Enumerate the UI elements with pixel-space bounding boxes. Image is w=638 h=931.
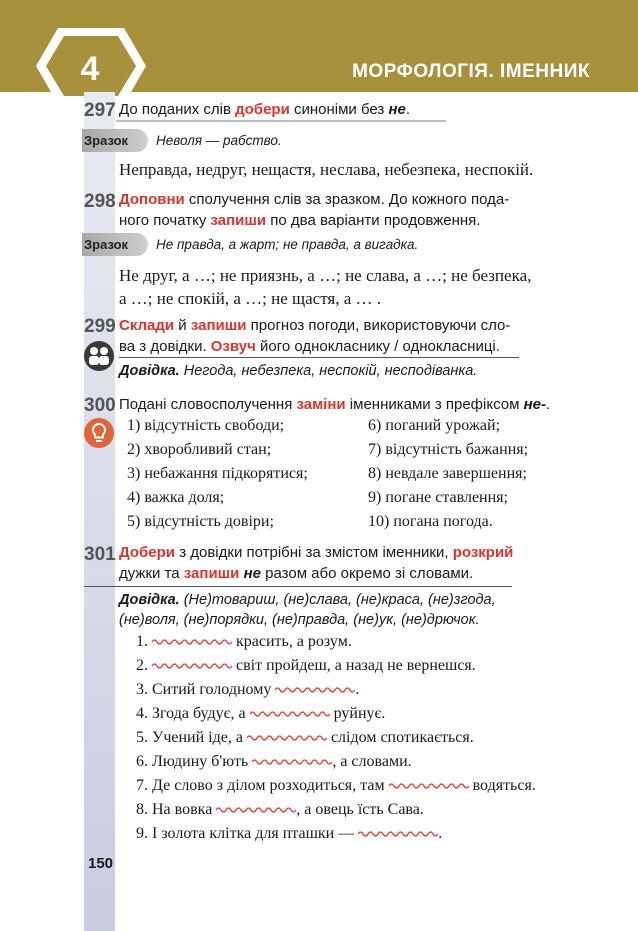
exercise-number: 300 — [84, 395, 116, 416]
item-text: , а овець їсть Сава. — [296, 801, 424, 818]
answer-blank — [358, 825, 438, 842]
margin-bar — [84, 92, 115, 931]
list-item: 2) хворобливий стан; — [127, 441, 272, 458]
item-text: водяться. — [468, 777, 536, 794]
item-text: І золота клітка для пташки — — [152, 825, 359, 842]
item-text: Людину б'ють — [152, 753, 253, 770]
exercise-298-body: Не друг, а …; не приязнь, а …; не слава, а …; не безпека, а …; не спокій, а …; не щастя, а … . — [119, 266, 532, 308]
answer-blank — [247, 729, 327, 746]
item-text: , а словами. — [332, 753, 412, 770]
list-item — [136, 726, 536, 750]
exercise-number: 297 — [84, 100, 116, 121]
item-text: Ситий голодному — [152, 681, 276, 698]
item-text: красить, а розум. — [232, 633, 352, 650]
exercise-297-task: До поданих слів добери синоніми без не. — [119, 101, 411, 118]
list-item — [136, 798, 536, 822]
item-number: 8. — [136, 801, 148, 818]
list-item — [136, 678, 536, 702]
sample-label: Зразок — [84, 133, 129, 148]
sample-text: Не правда, а жарт; не правда, а вигадка. — [156, 237, 419, 252]
reference-301: Довідка. (Не)товариш, (не)слава, (не)краса, (не)згода, (не)воля, (не)порядки, (не)правда, (не)ук, (не)дрючок. — [119, 592, 496, 628]
list-item: 5) відсутність довіри; — [127, 513, 274, 530]
item-number: 2. — [136, 657, 148, 674]
item-number: 3. — [136, 681, 148, 698]
reference-299: Довідка. Негода, небезпека, неспокій, несподіванка. — [119, 363, 478, 379]
item-text: Учений іде, а — [152, 729, 247, 746]
list-item: 3) небажання підкорятися; — [127, 465, 308, 482]
list-item: 8) невдале завершення; — [368, 465, 527, 482]
list-item — [136, 774, 536, 798]
list-item — [136, 630, 536, 654]
item-text: . — [355, 681, 360, 698]
divider — [116, 120, 446, 122]
exercise-301-list — [136, 630, 536, 846]
item-text: руйнує. — [329, 705, 386, 722]
exercise-297-words: Неправда, недруг, нещастя, неслава, небезпека, неспокій. — [119, 160, 534, 179]
list-item — [136, 822, 536, 846]
list-item — [136, 654, 536, 678]
people-icon — [83, 340, 115, 372]
item-text: Згода будує, а — [152, 705, 250, 722]
lightbulb-icon — [83, 417, 115, 449]
chapter-title: МОРФОЛОГІЯ. ІМЕННИК — [352, 61, 590, 82]
sample-text: Неволя — рабство. — [156, 133, 282, 148]
exercise-number: 299 — [84, 316, 116, 337]
exercise-299-task: Склади й запиши прогноз погоди, використовуючи сло- ва з довідки. Озвуч його однокласнику / однокласниці. — [119, 317, 511, 355]
list-item — [136, 750, 536, 774]
list-item: 9) погане ставлення; — [368, 489, 508, 506]
answer-blank — [275, 681, 355, 698]
chapter-number: 4 — [80, 50, 100, 88]
item-number: 5. — [136, 729, 148, 746]
item-text: . — [438, 825, 443, 842]
item-text: слідом спотикається. — [326, 729, 474, 746]
list-item: 6) поганий урожай; — [368, 417, 501, 434]
item-number: 4. — [136, 705, 148, 722]
item-text: Де слово з ділом розходиться, там — [152, 777, 389, 794]
item-number: 6. — [136, 753, 148, 770]
item-number: 1. — [136, 633, 148, 650]
divider — [84, 586, 512, 587]
exercise-300-right-list — [368, 414, 528, 534]
list-item: 10) погана погода. — [368, 513, 493, 530]
item-text: На вовка — [152, 801, 217, 818]
answer-blank — [250, 705, 330, 722]
answer-blank — [252, 753, 332, 770]
list-item: 1) відсутність свободи; — [127, 417, 285, 434]
list-item — [136, 702, 536, 726]
item-text: світ пройдеш, а назад не вернешся. — [232, 657, 476, 674]
exercise-298-task: Доповни сполучення слів за зразком. До кожного пода- ного початку запиши по два варіанти продовження. — [119, 191, 510, 229]
exercise-number: 298 — [84, 191, 116, 212]
exercise-300-left-list — [127, 414, 308, 534]
exercise-301-task: Добери з довідки потрібні за змістом іменники, розкрий дужки та запиши не разом або окремо зі словами. — [119, 544, 514, 582]
page-number: 150 — [88, 855, 114, 872]
divider — [119, 357, 519, 358]
answer-blank — [216, 801, 296, 818]
list-item: 7) відсутність бажання; — [368, 441, 529, 458]
answer-blank — [389, 777, 469, 794]
exercise-300-task: Подані словосполучення заміни іменниками з префіксом не-. — [119, 396, 551, 413]
exercise-number: 301 — [84, 544, 116, 565]
list-item: 4) важка доля; — [127, 489, 225, 506]
item-number: 7. — [136, 777, 148, 794]
item-number: 9. — [136, 825, 148, 842]
answer-blank — [152, 657, 232, 674]
sample-label: Зразок — [84, 237, 129, 252]
answer-blank — [152, 633, 232, 650]
